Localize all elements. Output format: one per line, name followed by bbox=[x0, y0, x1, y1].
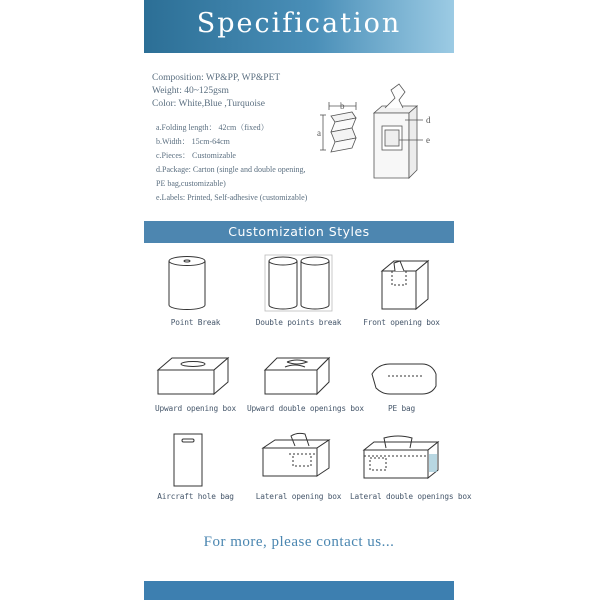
style-point-break bbox=[144, 253, 247, 335]
label-d: d bbox=[426, 115, 431, 125]
single-roll-icon bbox=[144, 253, 247, 315]
lateral-opening-box-icon bbox=[247, 432, 350, 490]
spec-weight: Weight: 40~125gsm bbox=[152, 86, 229, 96]
lateral-double-openings-box-icon bbox=[350, 432, 453, 490]
style-double-points-break bbox=[247, 253, 350, 335]
label-e: e bbox=[426, 135, 430, 145]
spec-item: d.Package: Carton (single and double opening, bbox=[156, 165, 306, 174]
style-label: Double points break bbox=[255, 318, 342, 327]
aircraft-hole-bag-icon bbox=[144, 432, 247, 490]
page-title: Specification bbox=[196, 8, 402, 39]
style-label: Upward opening box bbox=[155, 404, 236, 413]
style-label: Aircraft hole bag bbox=[157, 492, 234, 501]
style-lateral-opening-box bbox=[247, 432, 350, 514]
style-label: Lateral opening box bbox=[255, 492, 342, 501]
section-band bbox=[144, 221, 454, 243]
spec-composition: Composition: WP&PP, WP&PET bbox=[152, 73, 281, 83]
footer-band bbox=[144, 581, 454, 600]
style-label: PE bag bbox=[388, 404, 415, 413]
label-a: a bbox=[317, 128, 321, 138]
style-pe-bag bbox=[350, 352, 453, 434]
header-banner bbox=[144, 0, 454, 53]
style-label: Upward double openings box bbox=[247, 404, 364, 413]
spec-color: Color: White,Blue ,Turquoise bbox=[152, 99, 265, 109]
style-aircraft-hole-bag bbox=[144, 432, 247, 514]
pe-bag-icon bbox=[350, 352, 453, 402]
folded-wipe-and-box-diagram bbox=[319, 78, 449, 188]
front-opening-box-icon bbox=[350, 253, 453, 315]
spec-item: c.Pieces： Customizable bbox=[156, 151, 236, 160]
style-label: Front opening box bbox=[363, 318, 440, 327]
upward-double-openings-box-icon bbox=[247, 352, 350, 402]
contact-message: For more, please contact us... bbox=[203, 534, 395, 550]
label-b: b bbox=[340, 101, 345, 111]
style-upward-opening-box bbox=[144, 352, 247, 434]
spec-item: e.Labels: Printed, Self-adhesive (customizable) bbox=[156, 193, 308, 202]
section-title: Customization Styles bbox=[228, 224, 370, 239]
spec-item: a.Folding length： 42cm（fixed） bbox=[156, 123, 269, 132]
double-roll-icon bbox=[247, 253, 350, 315]
upward-opening-box-icon bbox=[144, 352, 247, 402]
style-lateral-double-openings-box bbox=[350, 432, 472, 514]
style-label: Lateral double openings box bbox=[350, 492, 472, 501]
style-upward-double-openings-box bbox=[247, 352, 364, 434]
product-sheet bbox=[144, 0, 472, 600]
style-front-opening-box bbox=[350, 253, 453, 335]
spec-item: PE bag,customizable) bbox=[156, 179, 226, 188]
dimension-diagram bbox=[319, 78, 449, 188]
style-label: Point Break bbox=[170, 318, 221, 327]
spec-item: b.Width： 15cm-64cm bbox=[156, 137, 230, 146]
